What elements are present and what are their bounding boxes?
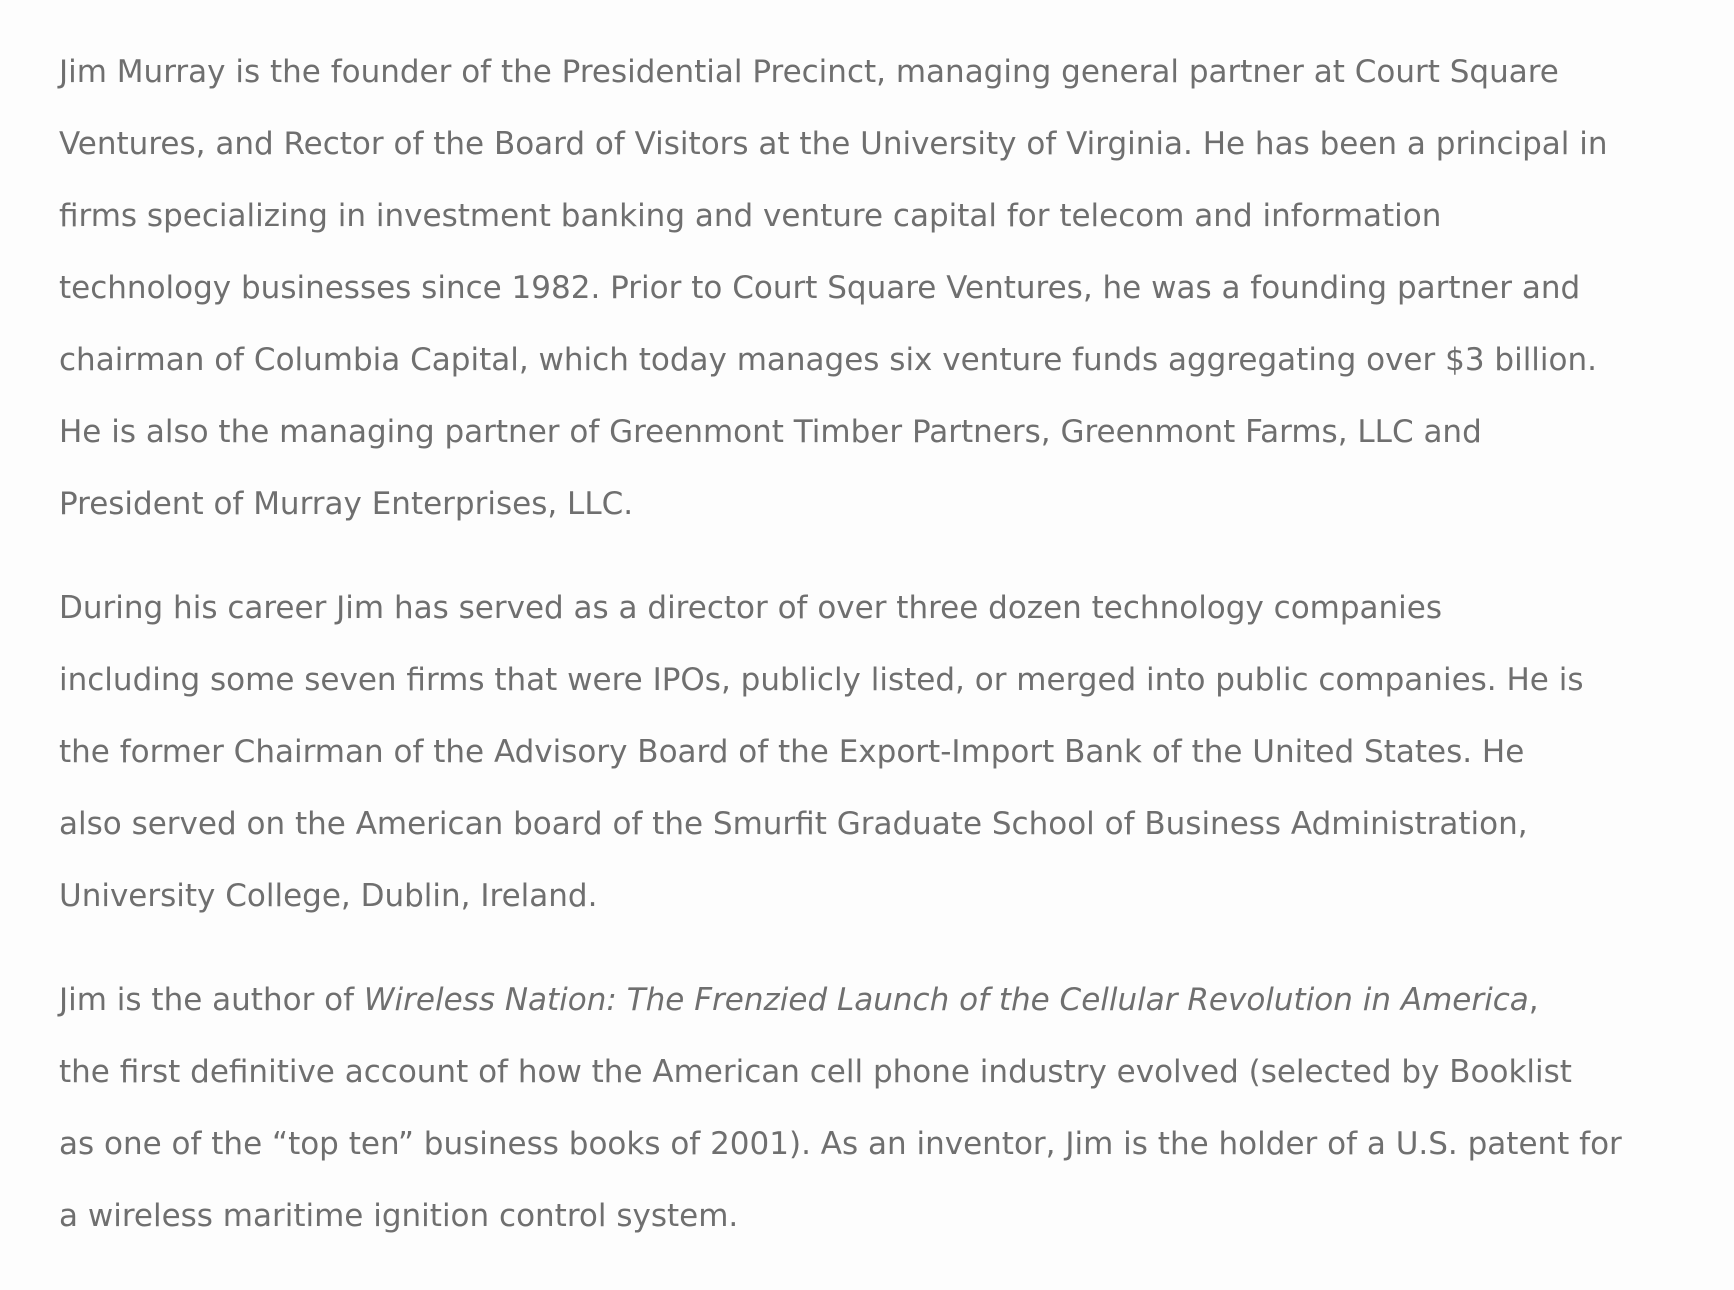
bio-line: the former Chairman of the Advisory Board of the Export-Import Bank of the United States. He [59, 734, 1525, 770]
bio-paragraph-2 [59, 572, 1689, 932]
bio-line: firms specializing in investment banking and venture capital for telecom and information [59, 198, 1442, 234]
bio-line: the first definitive account of how the American cell phone industry evolved (selected by Booklist [59, 1054, 1572, 1090]
bio-paragraph-1 [59, 36, 1689, 540]
bio-line: President of Murray Enterprises, LLC. [59, 486, 634, 522]
bio-line: as one of the “top ten” business books of 2001). As an inventor, Jim is the holder of a U.S. patent for [59, 1126, 1622, 1162]
bio-line: Jim Murray is the founder of the Presidential Precinct, managing general partner at Court Square [59, 54, 1559, 90]
bio-line [59, 964, 1689, 1036]
bio-line: technology businesses since 1982. Prior to Court Square Ventures, he was a founding partner and [59, 270, 1581, 306]
author-prefix: Jim is the author of [59, 982, 364, 1018]
bio-line: a wireless maritime ignition control system. [59, 1198, 739, 1234]
bio-line: During his career Jim has served as a director of over three dozen technology companies [59, 590, 1443, 626]
book-title: Wireless Nation: The Frenzied Launch of the Cellular Revolution in America [363, 982, 1529, 1018]
bio-content [59, 36, 1689, 1284]
bio-line: University College, Dublin, Ireland. [59, 878, 598, 914]
bio-line: including some seven firms that were IPOs, publicly listed, or merged into public companies. He is [59, 662, 1584, 698]
bio-line: chairman of Columbia Capital, which today manages six venture funds aggregating over $3 billion. [59, 342, 1597, 378]
author-suffix: , [1528, 982, 1539, 1018]
bio-line: Ventures, and Rector of the Board of Visitors at the University of Virginia. He has been a principal in [59, 126, 1608, 162]
bio-paragraph-3 [59, 964, 1689, 1252]
bio-line: He is also the managing partner of Greenmont Timber Partners, Greenmont Farms, LLC and [59, 414, 1482, 450]
bio-line: also served on the American board of the Smurfit Graduate School of Business Administration, [59, 806, 1528, 842]
